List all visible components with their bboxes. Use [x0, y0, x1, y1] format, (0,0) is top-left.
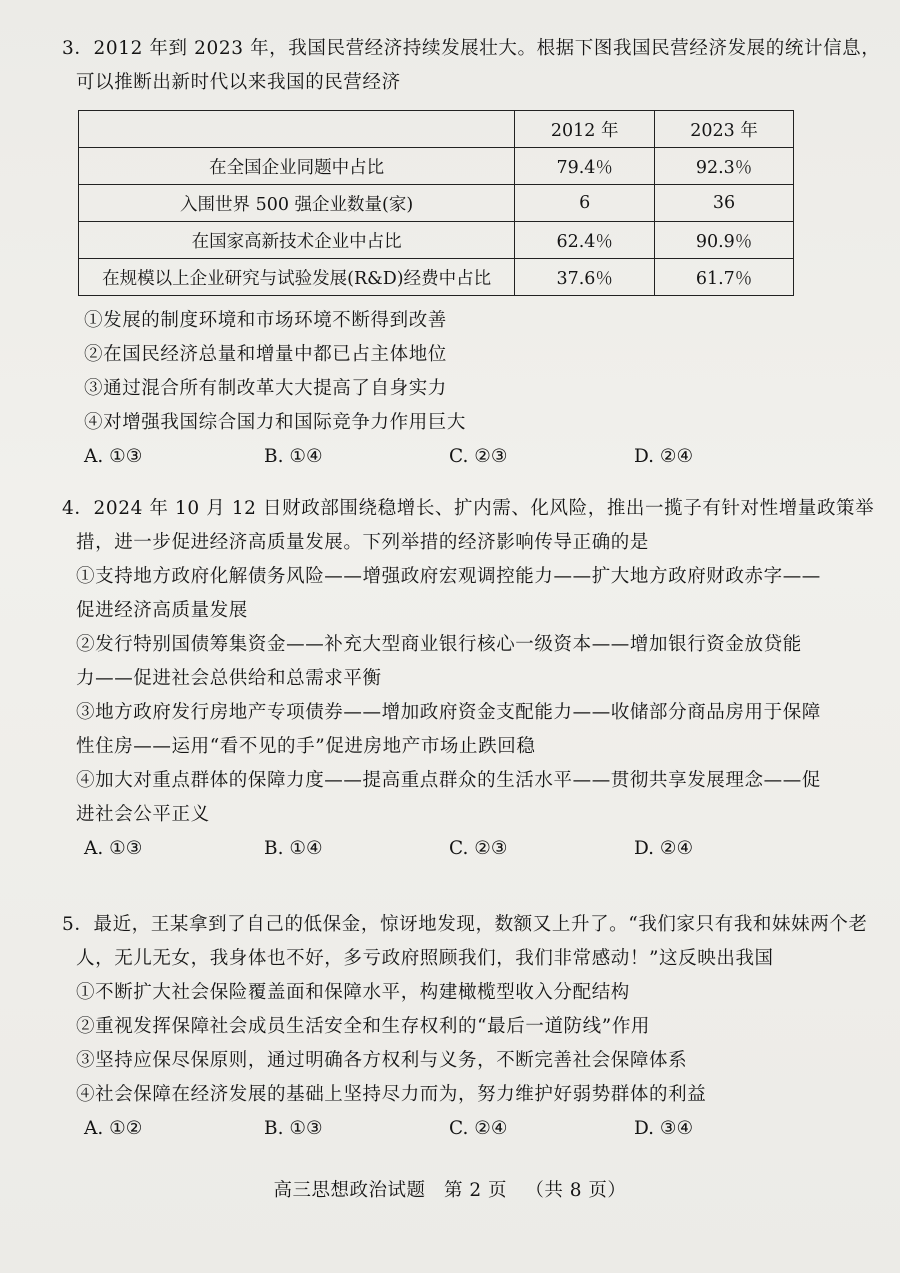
question-5 — [62, 908, 868, 1146]
table-cell: 在国家高新技术企业中占比 — [79, 222, 515, 259]
table-header-cell: 2023 年 — [655, 111, 794, 148]
q4-option-d[interactable]: D. ②④ — [634, 838, 694, 859]
table-cell: 90.9％ — [655, 222, 794, 259]
q3-statement-4: ④对增强我国综合国力和国际竞争力作用巨大 — [84, 412, 467, 433]
q3-statement-1: ①发展的制度环境和市场环境不断得到改善 — [84, 310, 447, 331]
table-cell: 62.4％ — [515, 222, 655, 259]
footer-total-pages: （共 8 页） — [525, 1180, 627, 1201]
q4-option-b[interactable]: B. ①④ — [264, 838, 323, 859]
q3-statement-2: ②在国民经济总量和增量中都已占主体地位 — [84, 344, 447, 365]
table-cell: 36 — [655, 185, 794, 222]
q4-statement-1: ①支持地方政府化解债务风险——增强政府宏观调控能力——扩大地方政府财政赤字—— — [76, 566, 821, 587]
table-cell: 92.3％ — [655, 148, 794, 185]
q5-statement-2: ②重视发挥保障社会成员生活安全和生存权利的“最后一道防线”作用 — [76, 1016, 651, 1037]
q3-option-b[interactable]: B. ①④ — [264, 446, 323, 467]
q5-option-d[interactable]: D. ③④ — [634, 1118, 694, 1139]
q4-statement-3-cont: 性住房——运用“看不见的手”促进房地产市场止跌回稳 — [76, 736, 536, 757]
q4-statement-2-cont: 力——促进社会总供给和总需求平衡 — [76, 668, 382, 689]
table-header-cell — [79, 111, 515, 148]
q4-stem-line-2: 措，进一步促进经济高质量发展。下列举措的经济影响传导正确的是 — [76, 532, 650, 553]
q4-statement-4-cont: 进社会公平正义 — [76, 804, 210, 825]
q3-statements — [70, 304, 830, 474]
q3-stem-line-2: 可以推断出新时代以来我国的民营经济 — [76, 72, 401, 93]
q3-stats-table — [78, 110, 794, 296]
q5-statement-1: ①不断扩大社会保险覆盖面和保障水平，构建橄榄型收入分配结构 — [76, 982, 630, 1003]
table-row — [79, 185, 794, 222]
q5-stem-line-1: 5．最近，王某拿到了自己的低保金，惊讶地发现，数额又上升了。“我们家只有我和妹妹两个老 — [62, 914, 868, 935]
question-3 — [62, 32, 881, 100]
table-cell: 61.7％ — [655, 259, 794, 296]
table-cell: 在规模以上企业研究与试验发展(R&D)经费中占比 — [79, 259, 515, 296]
q3-options — [70, 440, 830, 474]
q4-options — [62, 832, 822, 866]
q5-statement-3: ③坚持应保尽保原则，通过明确各方权利与义务，不断完善社会保障体系 — [76, 1050, 688, 1071]
q3-option-c[interactable]: C. ②③ — [449, 446, 508, 467]
q5-stem-line-2: 人，无儿无女，我身体也不好，多亏政府照顾我们，我们非常感动！”这反映出我国 — [76, 948, 774, 969]
question-4 — [62, 492, 875, 866]
table-cell: 在全国企业同题中占比 — [79, 148, 515, 185]
q5-options — [62, 1112, 822, 1146]
table-cell: 6 — [515, 185, 655, 222]
q4-statement-2: ②发行特别国债筹集资金——补充大型商业银行核心一级资本——增加银行资金放贷能 — [76, 634, 802, 655]
table-cell: 入围世界 500 强企业数量(家) — [79, 185, 515, 222]
q5-option-c[interactable]: C. ②④ — [449, 1118, 508, 1139]
page-footer — [0, 1176, 900, 1202]
q3-option-a[interactable]: A. ①③ — [84, 446, 143, 467]
q3-stem-line-1: 3．2012 年到 2023 年，我国民营经济持续发展壮大。根据下图我国民营经济发展的统计信息， — [62, 38, 881, 59]
table-row — [79, 148, 794, 185]
table-row — [79, 222, 794, 259]
table-cell: 37.6％ — [515, 259, 655, 296]
footer-page-number: 第 2 页 — [443, 1180, 507, 1201]
q4-statement-4: ④加大对重点群体的保障力度——提高重点群众的生活水平——贯彻共享发展理念——促 — [76, 770, 821, 791]
q4-option-c[interactable]: C. ②③ — [449, 838, 508, 859]
table-cell: 79.4％ — [515, 148, 655, 185]
table-header-row — [79, 111, 794, 148]
q5-statement-4: ④社会保障在经济发展的基础上坚持尽力而为，努力维护好弱势群体的利益 — [76, 1084, 707, 1105]
q4-statement-3: ③地方政府发行房地产专项债券——增加政府资金支配能力——收储部分商品房用于保障 — [76, 702, 821, 723]
q4-option-a[interactable]: A. ①③ — [84, 838, 143, 859]
footer-exam-title: 高三思想政治试题 — [273, 1180, 426, 1201]
q4-statement-1-cont: 促进经济高质量发展 — [76, 600, 248, 621]
q4-stem-line-1: 4．2024 年 10 月 12 日财政部围绕稳增长、扩内需、化风险，推出一揽子有针对性增量政策举 — [62, 498, 875, 519]
table-row — [79, 259, 794, 296]
q3-option-d[interactable]: D. ②④ — [634, 446, 694, 467]
q5-option-a[interactable]: A. ①② — [84, 1118, 143, 1139]
table-header-cell: 2012 年 — [515, 111, 655, 148]
q3-statement-3: ③通过混合所有制改革大大提高了自身实力 — [84, 378, 447, 399]
q5-option-b[interactable]: B. ①③ — [264, 1118, 323, 1139]
